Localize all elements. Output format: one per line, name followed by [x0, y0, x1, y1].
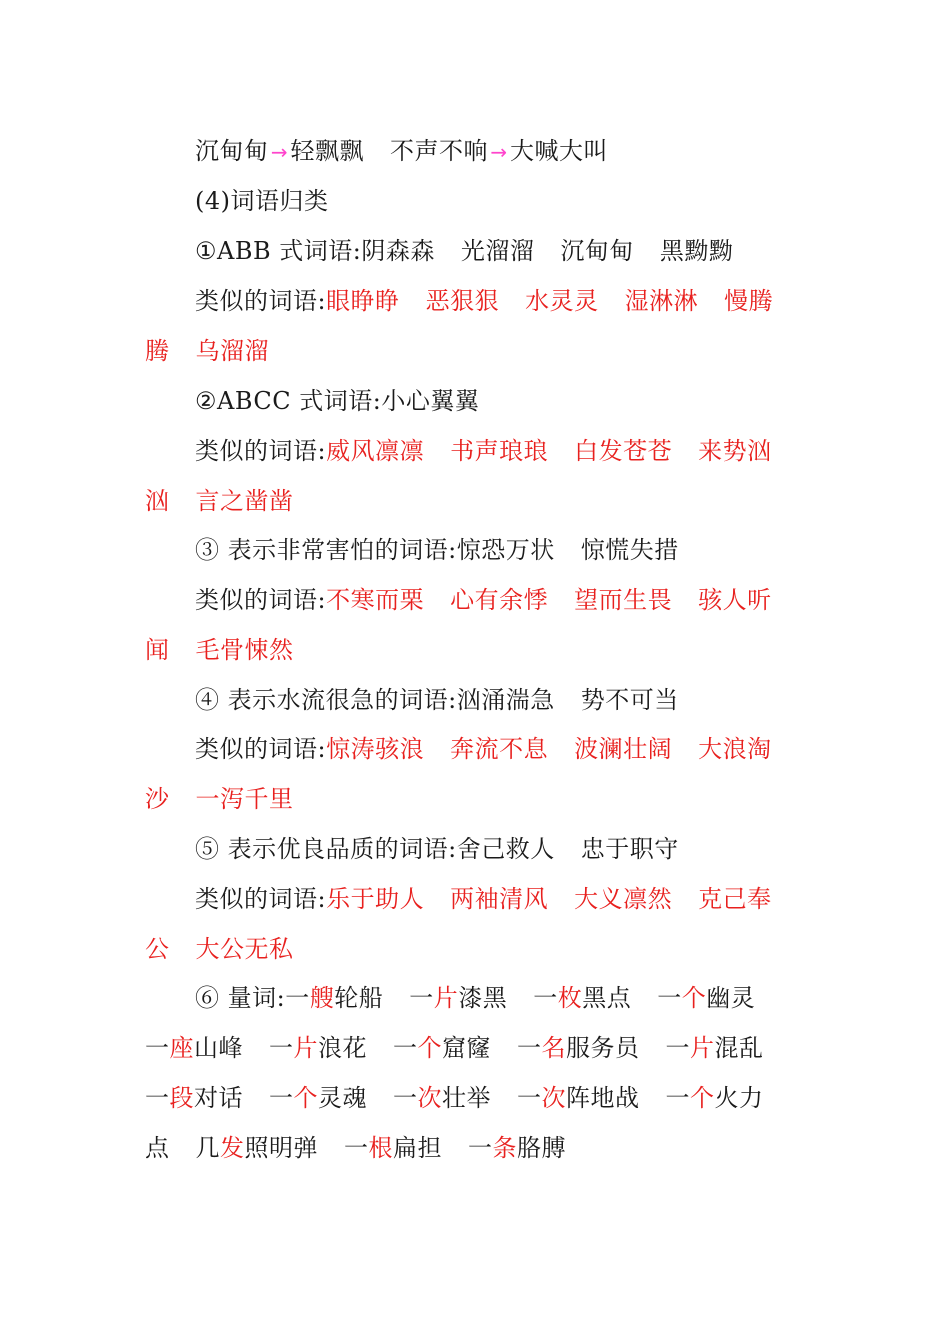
numeral: 一 [468, 1134, 493, 1162]
red-word: 恶狠狠 [425, 287, 500, 315]
red-word: 大公无私 [195, 935, 294, 963]
word: 光溜溜 [460, 237, 535, 265]
red-word: 不寒而栗 [326, 586, 425, 614]
word: 沉甸甸 [195, 137, 269, 165]
measure-word: 片 [433, 984, 459, 1012]
red-word: 水灵灵 [525, 287, 599, 315]
group-label: ③ 表示非常害怕的词语: [195, 536, 457, 564]
word: 大喊大叫 [510, 137, 608, 165]
arrow-icon: → [270, 140, 289, 164]
group-1-similar-cont [145, 326, 805, 376]
red-word: 奔流不息 [450, 735, 549, 763]
word: 惊恐万状 [456, 536, 555, 564]
similar-label: 类似的词语: [195, 586, 327, 614]
measure-word: 个 [681, 984, 707, 1012]
word: 沉甸甸 [560, 237, 634, 265]
measure-word: 根 [368, 1134, 393, 1162]
noun: 服务员 [566, 1034, 640, 1062]
measure-word: 个 [690, 1084, 715, 1112]
word: 汹涌湍急 [456, 686, 555, 714]
red-word: 眼睁睁 [326, 287, 400, 315]
group-3-similar-cont [145, 625, 805, 675]
word: 势不可当 [580, 686, 679, 714]
group-label: ④ 表示水流很急的词语: [195, 686, 457, 714]
noun: 轮船 [334, 984, 384, 1012]
red-word: 惊涛骇浪 [326, 735, 425, 763]
red-word: 乐于助人 [326, 885, 425, 913]
red-word: 大浪淘 [698, 735, 772, 763]
group-6-row-1 [145, 973, 805, 1023]
word: 不声不响 [390, 137, 488, 165]
line-antonyms [145, 126, 805, 176]
group-3-similar [145, 575, 805, 625]
noun: 阵地战 [566, 1084, 640, 1112]
group-1-similar [145, 276, 805, 326]
numeral: 一 [665, 1034, 690, 1062]
group-2-similar [145, 426, 805, 476]
numeral: 一 [285, 984, 310, 1012]
red-word: 骇人听 [698, 586, 772, 614]
measure-word: 座 [169, 1034, 194, 1062]
group-label: ②ABCC 式词语: [195, 387, 382, 415]
measure-word: 段 [169, 1084, 194, 1112]
noun: 胳膊 [517, 1134, 566, 1162]
group-6-row-2 [145, 1023, 805, 1073]
red-word: 大义凛然 [574, 885, 673, 913]
numeral: 一 [657, 984, 682, 1012]
red-word: 两袖清风 [450, 885, 549, 913]
red-word: 乌溜溜 [195, 337, 269, 365]
numeral: 一 [269, 1084, 294, 1112]
noun: 壮举 [442, 1084, 491, 1112]
red-word: 心有余悸 [450, 586, 549, 614]
measure-word: 次 [417, 1084, 442, 1112]
noun: 对话 [194, 1084, 243, 1112]
noun: 幽灵 [706, 984, 756, 1012]
group-label: ①ABB 式词语: [195, 237, 362, 265]
red-word: 一泻千里 [195, 785, 294, 813]
red-word: 言之凿凿 [195, 487, 294, 515]
numeral: 一 [269, 1034, 294, 1062]
noun: 灵魂 [318, 1084, 367, 1112]
noun: 扁担 [393, 1134, 442, 1162]
red-word: 沙 [145, 785, 170, 813]
red-word: 威风凛凛 [326, 437, 425, 465]
similar-label: 类似的词语: [195, 437, 327, 465]
noun: 山峰 [194, 1034, 243, 1062]
group-3-head [145, 525, 805, 575]
red-word: 慢腾 [724, 287, 774, 315]
red-word: 来势汹 [698, 437, 772, 465]
word: 小心翼翼 [381, 387, 480, 415]
red-word: 波澜壮阔 [574, 735, 673, 763]
numeral: 一 [393, 1084, 418, 1112]
similar-label: 类似的词语: [195, 287, 327, 315]
measure-word: 枚 [557, 984, 583, 1012]
noun: 照明弹 [244, 1134, 318, 1162]
noun: 浪花 [318, 1034, 367, 1062]
numeral: 一 [665, 1084, 690, 1112]
red-word: 书声琅琅 [450, 437, 549, 465]
numeral: 一 [393, 1034, 418, 1062]
red-word: 克己奉 [698, 885, 772, 913]
group-2-head [145, 376, 805, 426]
noun-cont: 点 [145, 1134, 170, 1162]
measure-word: 个 [417, 1034, 442, 1062]
word: 黑黝黝 [659, 237, 734, 265]
red-word: 闻 [145, 636, 170, 664]
noun: 黑点 [582, 984, 632, 1012]
numeral: 一 [517, 1034, 542, 1062]
numeral: 一 [533, 984, 558, 1012]
red-word: 公 [145, 935, 170, 963]
measure-word: 片 [690, 1034, 715, 1062]
measure-word: 片 [293, 1034, 318, 1062]
group-4-head [145, 675, 805, 725]
section-heading: (4)词语归类 [195, 187, 329, 215]
red-word: 汹 [145, 487, 170, 515]
red-word: 湿淋淋 [624, 287, 699, 315]
numeral: 一 [517, 1084, 542, 1112]
noun: 火力 [714, 1084, 764, 1112]
word: 轻飘飘 [290, 137, 364, 165]
red-word: 望而生畏 [574, 586, 673, 614]
group-5-head [145, 824, 805, 874]
similar-label: 类似的词语: [195, 735, 327, 763]
red-word: 毛骨悚然 [195, 636, 294, 664]
group-4-similar [145, 724, 805, 774]
group-1-head [145, 226, 805, 276]
noun: 窟窿 [442, 1034, 491, 1062]
arrow-icon: → [490, 140, 508, 164]
group-5-similar [145, 874, 805, 924]
noun: 混乱 [714, 1034, 764, 1062]
similar-label: 类似的词语: [195, 885, 327, 913]
measure-word: 次 [541, 1084, 566, 1112]
numeral: 几 [195, 1134, 220, 1162]
word: 阴森森 [361, 237, 435, 265]
numeral: 一 [145, 1084, 170, 1112]
measure-word: 个 [293, 1084, 318, 1112]
numeral: 一 [409, 984, 434, 1012]
red-word: 腾 [145, 337, 170, 365]
group-2-similar-cont [145, 476, 805, 526]
word: 惊慌失措 [580, 536, 679, 564]
measure-word: 发 [220, 1134, 245, 1162]
red-word: 白发苍苍 [574, 437, 673, 465]
group-6-row-3 [145, 1073, 805, 1123]
word: 忠于职守 [580, 835, 679, 863]
group-label: ⑤ 表示优良品质的词语: [195, 835, 457, 863]
numeral: 一 [145, 1034, 170, 1062]
numeral: 一 [344, 1134, 369, 1162]
measure-word: 名 [541, 1034, 566, 1062]
group-4-similar-cont [145, 774, 805, 824]
measure-word: 艘 [309, 984, 335, 1012]
measure-word: 条 [492, 1134, 517, 1162]
group-5-similar-cont [145, 924, 805, 974]
group-label: ⑥ 量词: [195, 984, 286, 1012]
noun: 漆黑 [458, 984, 508, 1012]
group-6-row-4 [145, 1123, 805, 1173]
word: 舍己救人 [456, 835, 555, 863]
